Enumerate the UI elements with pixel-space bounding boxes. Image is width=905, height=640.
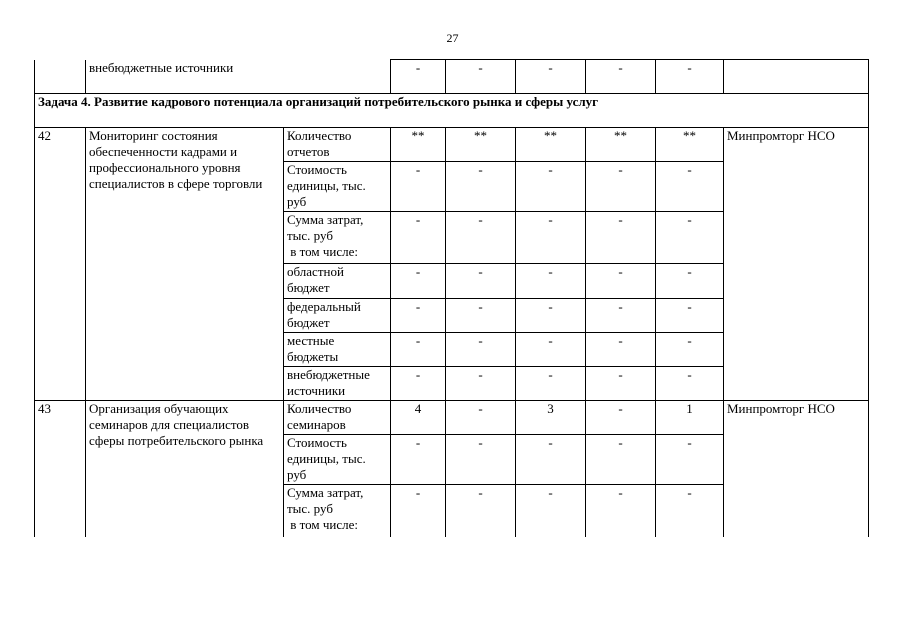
value-cell: ** [656, 128, 724, 162]
value-cell: ** [586, 128, 656, 162]
value-cell: - [656, 162, 724, 212]
table-row [35, 401, 869, 435]
executor-cell: Минпромторг НСО [724, 401, 869, 537]
value-cell: - [586, 212, 656, 264]
page-number: 27 [446, 31, 459, 45]
item-name: Мониторинг состояния обеспеченности кадрами и профессионального уровня специалистов в сфере торговли [86, 128, 284, 401]
num-cell [35, 60, 86, 94]
value-cell: - [656, 212, 724, 264]
value-cell: - [516, 333, 586, 367]
indicator-label: федеральный бюджет [284, 299, 391, 333]
source-label-cell: внебюджетные источники [86, 60, 391, 94]
value-cell: - [446, 60, 516, 94]
value-cell: - [446, 162, 516, 212]
table-row [35, 128, 869, 162]
value-cell: 1 [656, 401, 724, 435]
value-cell: ** [516, 128, 586, 162]
value-cell: - [516, 162, 586, 212]
indicator-label: Количество отчетов [284, 128, 391, 162]
value-cell: - [391, 435, 446, 485]
indicator-label [284, 485, 391, 537]
value-cell: - [391, 162, 446, 212]
value-cell: - [516, 212, 586, 264]
item-name: Организация обучающих семинаров для специалистов сферы потребительского рынка [86, 401, 284, 537]
indicator-label: областной бюджет [284, 264, 391, 299]
value-cell: - [391, 333, 446, 367]
indicator-label-main: Сумма затрат, тыс. руб [287, 485, 364, 516]
value-cell: - [586, 367, 656, 401]
value-cell: - [516, 485, 586, 537]
indicator-sublabel: в том числе: [287, 244, 359, 259]
executor-cell [724, 60, 869, 94]
value-cell: - [586, 264, 656, 299]
value-cell: - [391, 485, 446, 537]
table-row [35, 60, 869, 94]
value-cell: - [391, 299, 446, 333]
measures-table [34, 59, 869, 537]
indicator-label: внебюджетные источники [284, 367, 391, 401]
value-cell: - [446, 401, 516, 435]
executor-cell: Минпромторг НСО [724, 128, 869, 401]
value-cell: - [391, 60, 446, 94]
value-cell: - [656, 485, 724, 537]
value-cell: ** [391, 128, 446, 162]
item-number: 43 [35, 401, 86, 537]
value-cell: - [656, 333, 724, 367]
value-cell: - [586, 485, 656, 537]
value-cell: - [586, 435, 656, 485]
task-title: Задача 4. Развитие кадрового потенциала организаций потребительского рынка и сферы услуг [35, 94, 869, 128]
value-cell: - [516, 299, 586, 333]
indicator-label: Стоимость единицы, тыс. руб [284, 435, 391, 485]
value-cell: - [586, 401, 656, 435]
indicator-label: Количество семинаров [284, 401, 391, 435]
value-cell: - [516, 60, 586, 94]
value-cell: - [586, 162, 656, 212]
value-cell: - [446, 435, 516, 485]
value-cell: - [391, 212, 446, 264]
indicator-label-main: Сумма затрат, тыс. руб [287, 212, 364, 243]
value-cell: - [656, 299, 724, 333]
value-cell: - [656, 60, 724, 94]
value-cell: - [446, 485, 516, 537]
value-cell: - [391, 264, 446, 299]
value-cell: - [656, 264, 724, 299]
value-cell: - [446, 299, 516, 333]
value-cell: - [516, 264, 586, 299]
task-row [35, 94, 869, 128]
value-cell: 3 [516, 401, 586, 435]
value-cell: - [391, 367, 446, 401]
value-cell: ** [446, 128, 516, 162]
value-cell: - [586, 60, 656, 94]
value-cell: - [446, 212, 516, 264]
item-number: 42 [35, 128, 86, 401]
value-cell: - [446, 264, 516, 299]
indicator-label: местные бюджеты [284, 333, 391, 367]
value-cell: - [656, 435, 724, 485]
value-cell: - [516, 367, 586, 401]
value-cell: 4 [391, 401, 446, 435]
indicator-sublabel: в том числе: [287, 517, 359, 532]
value-cell: - [586, 299, 656, 333]
indicator-label [284, 212, 391, 264]
value-cell: - [446, 367, 516, 401]
indicator-label: Стоимость единицы, тыс. руб [284, 162, 391, 212]
value-cell: - [516, 435, 586, 485]
value-cell: - [656, 367, 724, 401]
value-cell: - [446, 333, 516, 367]
value-cell: - [586, 333, 656, 367]
